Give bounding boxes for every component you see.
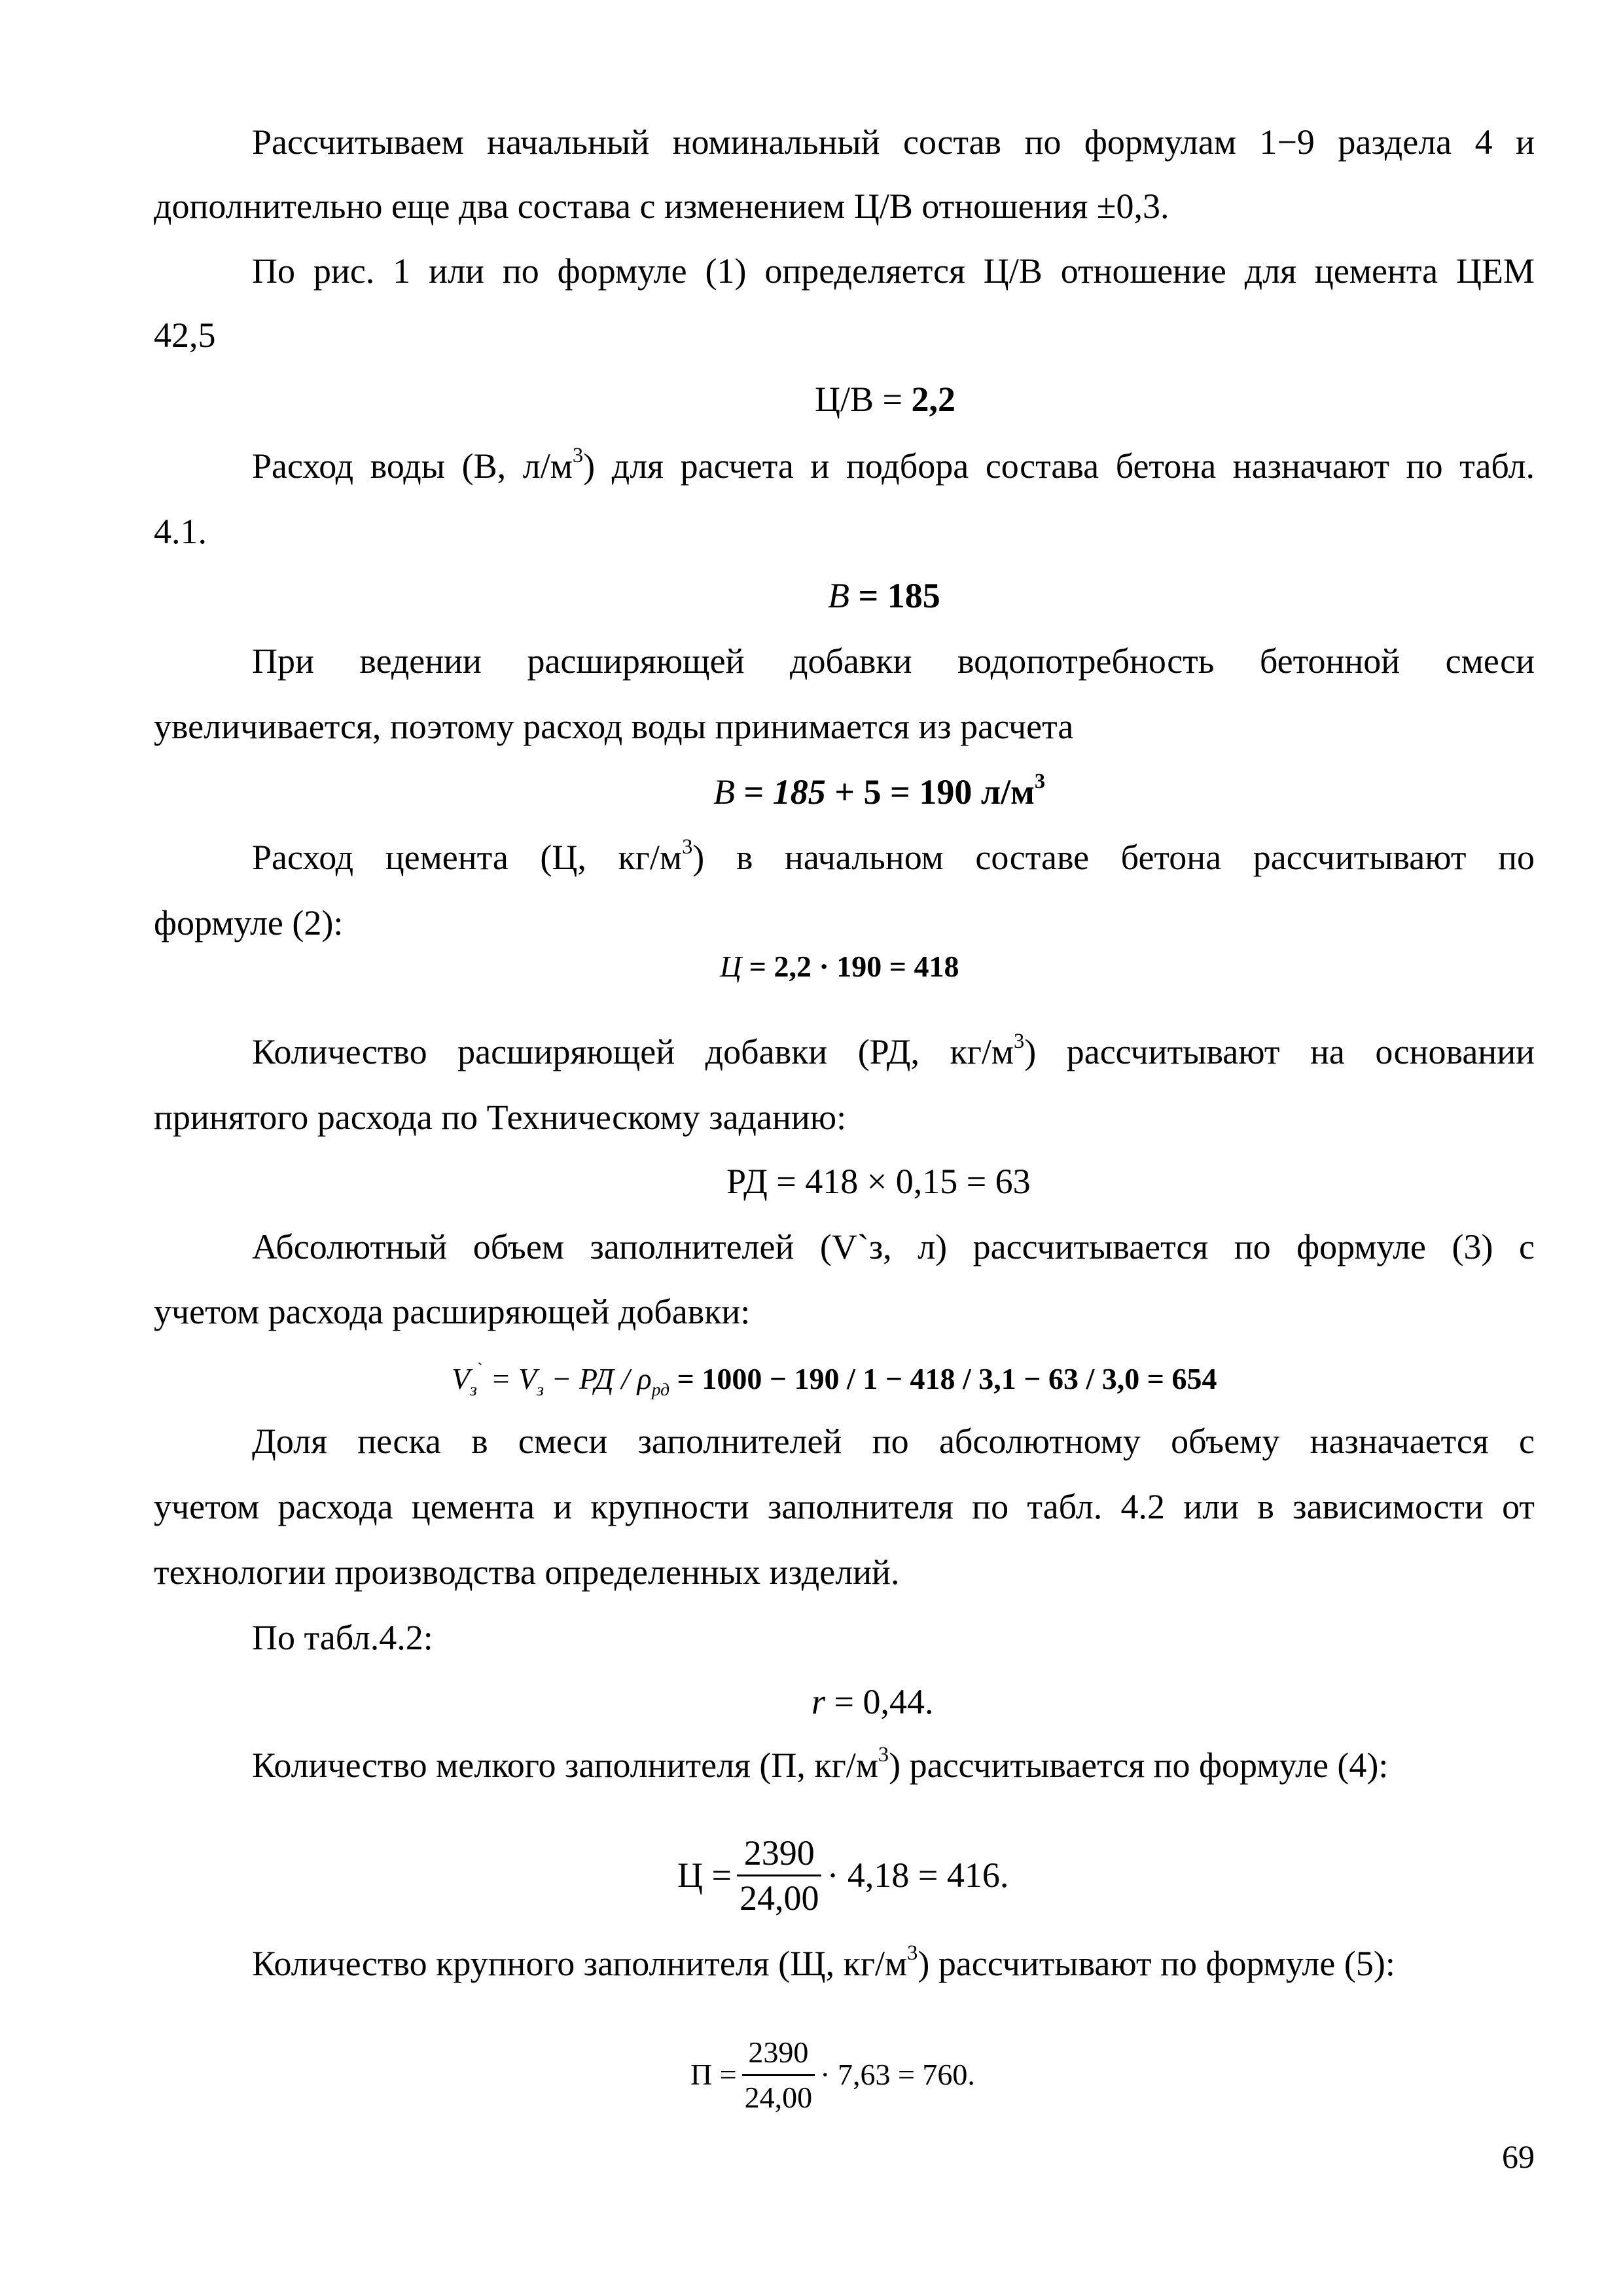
paragraph-line: По табл.4.2: (252, 1618, 433, 1657)
paragraph-line: Расход цемента (Ц, $кг/м^3$) в начальном составе бетона рассчитывают по (252, 834, 1535, 877)
formula-cw: Ц/В = 2,2 (815, 380, 955, 419)
paragraph-line: Абсолютный объем заполнителей (V`з, л) рассчитывается по формуле (3) с (252, 1227, 1535, 1266)
paragraph-line: Расход воды (В, $л/м^3$) для расчета и подбора состава бетона назначают по табл. (252, 443, 1535, 486)
paragraph-line: Доля песка в смеси заполнителей по абсолютному объему назначается с (252, 1422, 1535, 1461)
paragraph-line: увеличивается, поэтому расход воды принимается из расчета (154, 707, 1074, 746)
paragraph-line: технологии производства определенных изделий. (154, 1552, 900, 1592)
page-number: 69 (1502, 2138, 1535, 2175)
paragraph-line: Рассчитываем начальный номинальный состав по формулам 1−9 раздела 4 и (252, 122, 1535, 162)
paragraph-line: Количество расширяющей добавки (РД, $кг/м^3$) рассчитывают на основании (252, 1029, 1535, 1071)
formula-fine: Ц = $\frac{2390}{24,00}$ · 4,18 = 416. (677, 1826, 1008, 1924)
paragraph-line: учетом расхода расширяющей добавки: (154, 1292, 751, 1331)
formula-water-total: В = 185 + 5 = 190 $л/м^3$ (713, 769, 1046, 812)
paragraph-line: учетом расхода цемента и крупности заполнителя по табл. 4.2 или в зависимости от (154, 1487, 1535, 1526)
paragraph-line: Количество крупного заполнителя (Щ, $кг/м^3$) рассчитывают по формуле (5): (252, 1941, 1395, 1983)
paragraph-line: Количество мелкого заполнителя (П, $кг/м^3$) рассчитывается по формуле (4): (252, 1742, 1389, 1785)
paragraph-line: 42,5 (154, 315, 216, 355)
paragraph-line: По рис. 1 или по формуле (1) определяется Ц/В отношение для цемента ЦЕМ (252, 251, 1535, 291)
formula-r: r = 0,44. (812, 1682, 934, 1721)
formula-rd: РД = 418 × 0,15 = 63 (726, 1162, 1031, 1201)
fraction: $\frac{2390}{24,00}$ (737, 1831, 822, 1920)
paragraph-line: принятого расхода по Техническому заданию: (154, 1098, 847, 1137)
formula-water: В = 185 (828, 576, 940, 615)
formula-coarse: П = $\frac{2390}{24,00}$ · 7,63 = 760. (690, 2026, 975, 2124)
formula-cement: Ц = 2,2 · 190 = 418 (720, 950, 959, 983)
paragraph-line: формуле (2): (154, 903, 344, 942)
paragraph-line: При ведении расширяющей добавки водопотребность бетонной смеси (252, 641, 1535, 681)
formula-volume: $V_з^` = V_з$ − РД / $\rho_{рд} = 1000 - 190 / 1 - 418 / 3,1 - 63 / 3,0 = 654$ (452, 1359, 1217, 1399)
paragraph-line: дополнительно еще два состава с изменением Ц/В отношения ±0,3. (154, 187, 1169, 226)
paragraph-line: 4.1. (154, 512, 207, 551)
fraction: $\frac{2390}{24,00}$ (742, 2031, 815, 2119)
